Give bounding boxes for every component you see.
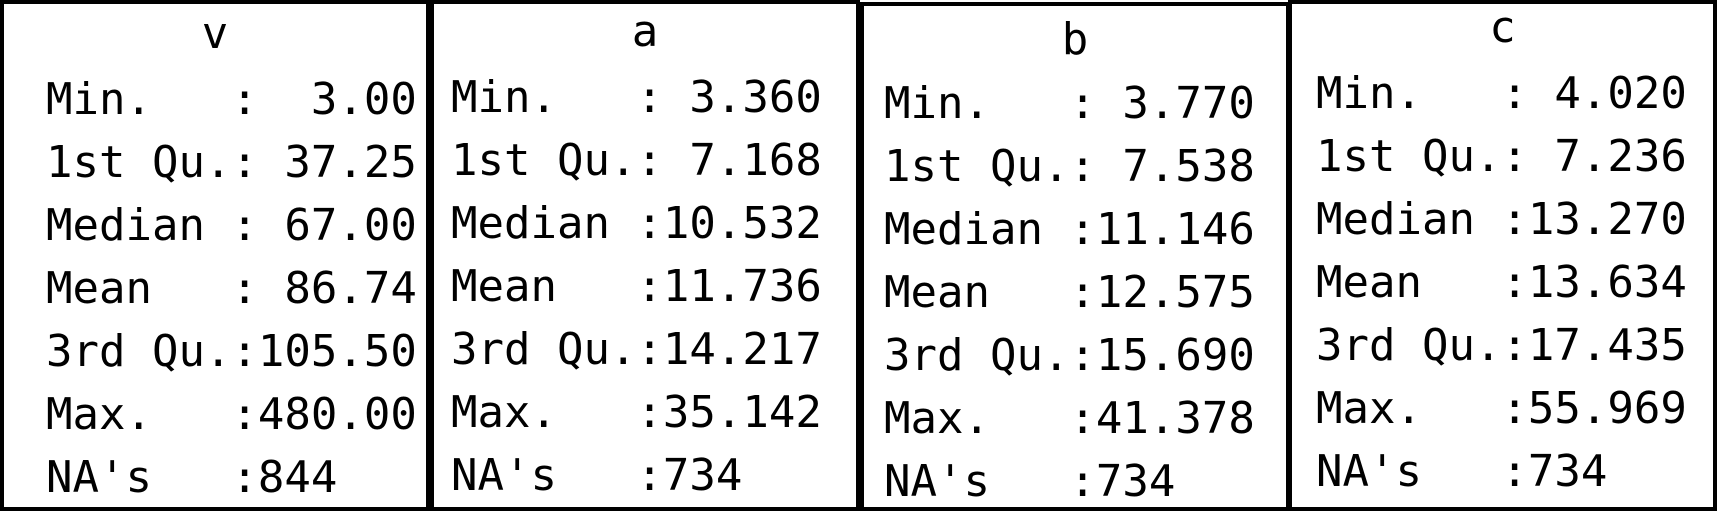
stat-row-min: Min. : 3.360: [451, 72, 822, 123]
panel-title: b: [1061, 14, 1089, 65]
summary-panel-v: [0, 0, 430, 511]
stat-row-min: Min. : 4.020: [1316, 68, 1687, 119]
stat-row-min: Min. : 3.770: [884, 78, 1255, 129]
stat-row-mean: Mean :12.575: [884, 267, 1255, 318]
stat-list: [46, 68, 417, 509]
stat-row-3rd-quartile: 3rd Qu.:15.690: [884, 330, 1255, 381]
stat-list: [1316, 62, 1687, 503]
stat-row-max: Max. :55.969: [1316, 383, 1687, 434]
stat-row-1st-quartile: 1st Qu.: 37.25: [46, 137, 417, 188]
summary-panel-b: [860, 2, 1290, 511]
stat-row-median: Median : 67.00: [46, 200, 417, 251]
summary-panel-c: [1288, 0, 1717, 511]
stat-row-mean: Mean :11.736: [451, 261, 822, 312]
stat-row-median: Median :10.532: [451, 198, 822, 249]
stat-row-median: Median :11.146: [884, 204, 1255, 255]
stat-list: [884, 72, 1255, 513]
stat-row-na-count: NA's :844: [46, 452, 338, 503]
stat-row-3rd-quartile: 3rd Qu.:14.217: [451, 324, 822, 375]
stat-row-1st-quartile: 1st Qu.: 7.236: [1316, 131, 1687, 182]
stat-row-max: Max. :35.142: [451, 387, 822, 438]
stat-list: [451, 66, 822, 507]
stat-row-mean: Mean :13.634: [1316, 257, 1687, 308]
stat-row-na-count: NA's :734: [884, 456, 1176, 507]
stat-row-max: Max. :480.00: [46, 389, 417, 440]
summary-panel-a: [430, 0, 860, 511]
panel-title: a: [631, 6, 659, 57]
stat-row-median: Median :13.270: [1316, 194, 1687, 245]
stat-row-na-count: NA's :734: [451, 450, 743, 501]
stat-row-na-count: NA's :734: [1316, 446, 1608, 497]
stat-row-1st-quartile: 1st Qu.: 7.538: [884, 141, 1255, 192]
panel-title: c: [1489, 2, 1516, 53]
panel-title: v: [201, 8, 229, 59]
stat-row-3rd-quartile: 3rd Qu.:17.435: [1316, 320, 1687, 371]
stat-row-max: Max. :41.378: [884, 393, 1255, 444]
stat-row-1st-quartile: 1st Qu.: 7.168: [451, 135, 822, 186]
stat-row-min: Min. : 3.00: [46, 74, 417, 125]
stat-row-mean: Mean : 86.74: [46, 263, 417, 314]
stat-row-3rd-quartile: 3rd Qu.:105.50: [46, 326, 417, 377]
